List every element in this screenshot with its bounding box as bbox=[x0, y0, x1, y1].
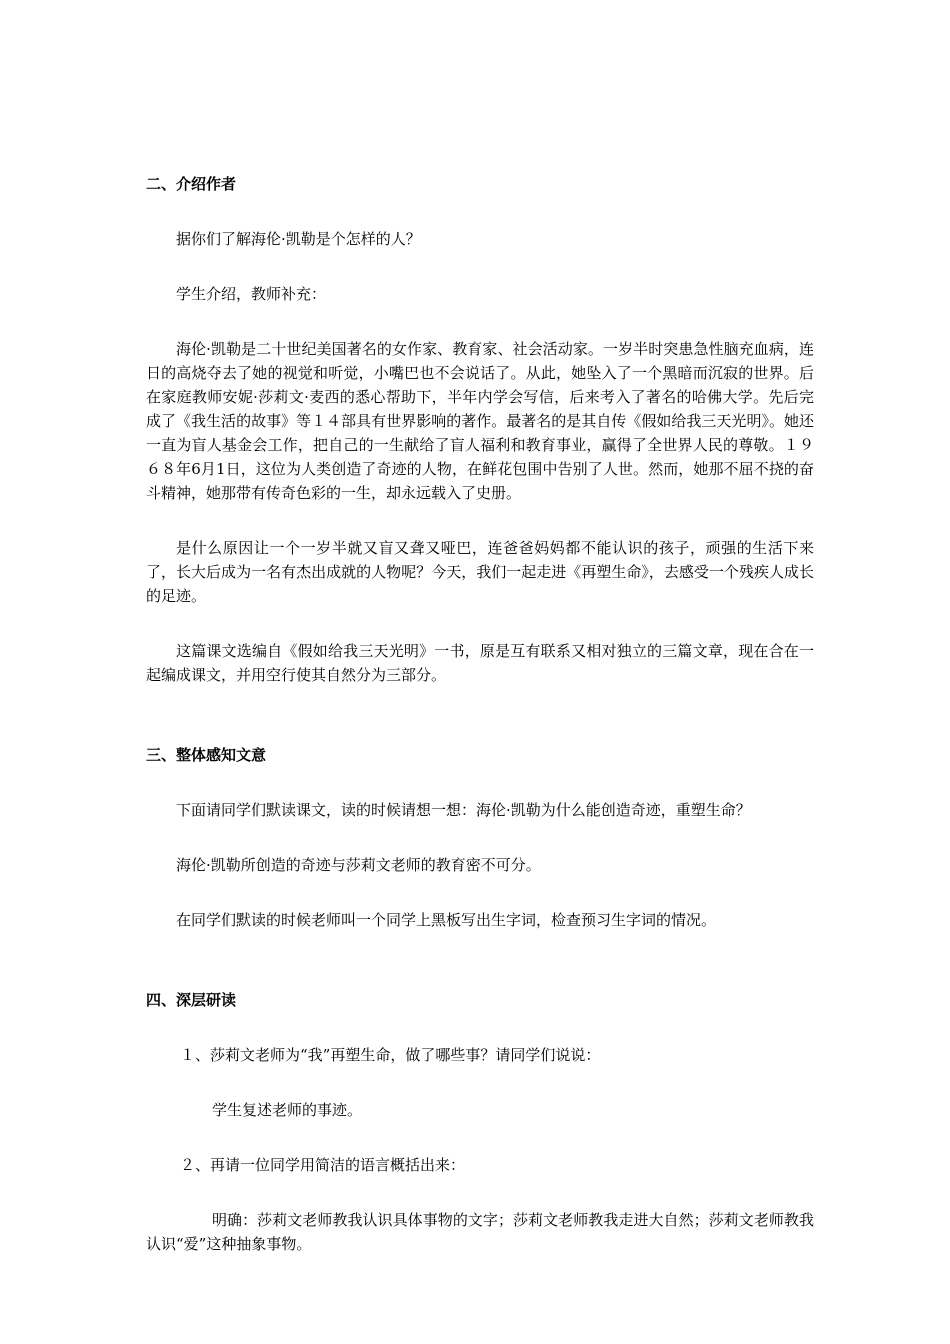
biography-paragraph: 海伦·凯勒是二十世纪美国著名的女作家、教育家、社会活动家。一岁半时突患急性脑充血病，连日的高烧夺去了她的视觉和听觉，小嘴巴也不会说话了。从此，她坠入了一个黑暗而沉寂的世界。后在家庭教师安妮·莎莉文·麦西的悉心帮助下，半年内学会写信，后来考入了著名的哈佛大学。先后完成了《我生活的故事》等１４部具有世界影响的著作。最著名的是其自传《假如给我三天光明》。她还一直为盲人基金会工作，把自己的一生献给了盲人福利和教育事业，赢得了全世界人民的尊敬。１９６８年6月1日，这位为人类创造了奇迹的人物，在鲜花包围中告别了人世。然而，她那不屈不挠的奋斗精神，她那带有传奇色彩的一生，却永远载入了史册。 bbox=[146, 340, 814, 502]
section-heading-overall-perception: 三、整体感知文意 bbox=[146, 746, 267, 764]
section-heading-deep-reading: 四、深层研读 bbox=[146, 991, 237, 1009]
list-item-2: ２、再请一位同学用简洁的语言概括出来： bbox=[180, 1156, 466, 1174]
activity-paragraph: 在同学们默读的时候老师叫一个同学上黑板写出生字词，检查预习生字词的情况。 bbox=[176, 911, 717, 929]
question-paragraph: 据你们了解海伦·凯勒是个怎样的人？ bbox=[176, 230, 421, 248]
intro-paragraph: 学生介绍，教师补充： bbox=[176, 285, 327, 303]
reading-task-paragraph: 下面请同学们默读课文，读的时候请想一想：海伦·凯勒为什么能创造奇迹，重塑生命？ bbox=[176, 801, 751, 819]
list-item-1-response: 学生复述老师的事迹。 bbox=[212, 1101, 363, 1119]
list-item-1: １、莎莉文老师为“我”再塑生命，做了哪些事？请同学们说说： bbox=[180, 1046, 601, 1064]
answer-paragraph: 海伦·凯勒所创造的奇迹与莎莉文老师的教育密不可分。 bbox=[176, 856, 541, 874]
source-paragraph: 这篇课文选编自《假如给我三天光明》一书，原是互有联系又相对独立的三篇文章，现在合在一起编成课文，并用空行使其自然分为三部分。 bbox=[146, 642, 814, 684]
document-page bbox=[146, 172, 814, 1256]
lead-in-paragraph: 是什么原因让一个一岁半就又盲又聋又哑巴，连爸爸妈妈都不能认识的孩子，顽强的生活下来了，长大后成为一名有杰出成就的人物呢？今天，我们一起走进《再塑生命》，去感受一个残疾人成长的足迹。 bbox=[146, 539, 814, 605]
section-heading-introduce-author: 二、介绍作者 bbox=[146, 175, 237, 193]
list-item-2-answer: 明确：莎莉文老师教我认识具体事物的文字；莎莉文老师教我走进大自然；莎莉文老师教我认识“爱”这种抽象事物。 bbox=[146, 1211, 814, 1253]
